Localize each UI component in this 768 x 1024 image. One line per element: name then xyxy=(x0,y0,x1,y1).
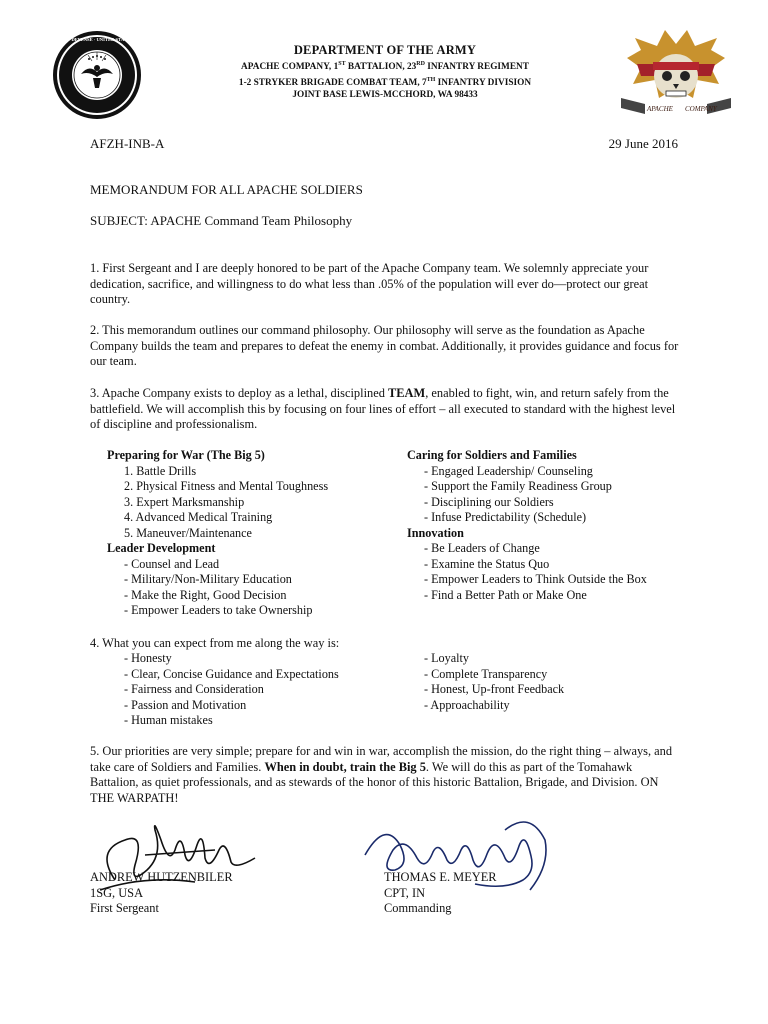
list-item: - Human mistakes xyxy=(124,713,213,727)
list-item: - Loyalty xyxy=(424,651,470,665)
paragraph-5: 5. Our priorities are very simple; prepare for and win in war, accomplish the mission, do the right thing – always, and take care of Soldiers and Families. When in doubt, train the Big 5. We will do this as part of the Tomahawk Battalion, as quiet professionals, and as stewards of the honor of this historic Battalion, Brigade, and Division. ON THE WARPATH! xyxy=(90,744,673,805)
logo-text-apache: APACHE xyxy=(647,105,673,113)
list-item: - Empower Leaders to take Ownership xyxy=(124,603,313,617)
list-item: - Approachability xyxy=(424,697,510,712)
paragraph-4: 4. What you can expect from me along the way is: xyxy=(90,636,340,650)
commander-signature-block xyxy=(384,870,497,917)
memo-date: 29 June 2016 xyxy=(608,136,678,151)
letterhead-brigade-line: 1-2 STRYKER BRIGADE COMBAT TEAM, 7TH INFANTRY DIVISION xyxy=(238,76,532,88)
logo-text-company: COMPANY xyxy=(685,105,717,113)
list-item: - Be Leaders of Change xyxy=(424,541,540,555)
letterhead-title: DEPARTMENT OF THE ARMY xyxy=(293,43,477,57)
signer-title: Commanding xyxy=(384,901,452,916)
list-item: - Examine the Status Quo xyxy=(424,556,550,571)
letterhead xyxy=(190,43,580,102)
list-item: - Support the Family Readiness Group xyxy=(424,479,612,493)
list-item: 4. Advanced Medical Training xyxy=(124,510,273,524)
list-item: - Passion and Motivation xyxy=(124,697,247,712)
list-item: 5. Maneuver/Maintenance xyxy=(124,525,252,540)
lines-of-effort-right-column xyxy=(407,448,647,603)
list-item: - Find a Better Path or Make One xyxy=(424,587,587,602)
subject-line: SUBJECT: APACHE Command Team Philosophy xyxy=(90,213,353,228)
signer-title: First Sergeant xyxy=(90,901,159,916)
list-item: - Clear, Concise Guidance and Expectations xyxy=(124,666,339,681)
memo-for-line: MEMORANDUM FOR ALL APACHE SOLDIERS xyxy=(90,182,363,197)
list-item: - Disciplining our Soldiers xyxy=(424,494,554,509)
innovation-heading: Innovation xyxy=(407,525,464,540)
list-item: 2. Physical Fitness and Mental Toughness xyxy=(124,479,329,493)
paragraph-1: 1. First Sergeant and I are deeply honored to be part of the Apache Company team. We solemnly appreciate your dedication, sacrifice, and willingness to do what less than .05% of the population will ever do—protect our great country. xyxy=(90,261,649,307)
leader-heading: Leader Development xyxy=(107,541,216,555)
lines-of-effort-left-column xyxy=(107,448,328,619)
signer-name: THOMAS E. MEYER xyxy=(384,870,497,884)
war-heading: Preparing for War (The Big 5) xyxy=(107,448,265,462)
apache-company-logo xyxy=(615,28,737,124)
first-sergeant-signature-block xyxy=(90,870,233,917)
expectations-right-column xyxy=(407,651,564,713)
list-item: - Complete Transparency xyxy=(424,666,548,681)
expectations-left-column xyxy=(107,651,339,729)
department-of-defense-seal xyxy=(30,30,164,120)
list-item: 3. Expert Marksmanship xyxy=(124,494,245,509)
letterhead-address-line: JOINT BASE LEWIS-MCCHORD, WA 98433 xyxy=(292,90,478,101)
list-item: - Infuse Predictability (Schedule) xyxy=(424,510,587,524)
list-item: - Honest, Up-front Feedback xyxy=(424,682,565,696)
paragraph-2: 2. This memorandum outlines our command philosophy. Our philosophy will serve as the foundation as Apache Company builds the team and prepares to defeat the enemy in combat. Additionally, it provides guidance and focus for our team. xyxy=(90,323,679,369)
list-item: - Make the Right, Good Decision xyxy=(124,587,287,602)
letterhead-unit-line: APACHE COMPANY, 1ST BATTALION, 23RD INFANTRY REGIMENT xyxy=(241,61,529,73)
list-item: - Honesty xyxy=(124,651,172,665)
list-item: - Empower Leaders to Think Outside the Box xyxy=(424,572,647,586)
signer-rank: 1SG, USA xyxy=(90,885,144,900)
office-symbol: AFZH-INB-A xyxy=(90,136,165,151)
paragraph-3: 3. Apache Company exists to deploy as a lethal, disciplined TEAM, enabled to fight, win, and return safely from the battlefield. We will accomplish this by focusing on four lines of effort – all executed to standard with the highest level of discipline and professionalism. xyxy=(90,386,676,432)
signer-name: ANDREW HUTZENBILER xyxy=(90,870,233,884)
signer-rank: CPT, IN xyxy=(384,885,426,900)
caring-heading: Caring for Soldiers and Families xyxy=(407,448,577,462)
list-item: - Fairness and Consideration xyxy=(124,682,264,696)
seal-left-text: DEPARTMENT OF DEFENSE · UNITED STATES OF AMERICA xyxy=(30,37,164,42)
list-item: - Engaged Leadership/ Counseling xyxy=(424,463,593,478)
list-item: 1. Battle Drills xyxy=(124,463,197,478)
list-item: - Military/Non-Military Education xyxy=(124,572,292,586)
list-item: - Counsel and Lead xyxy=(124,556,220,571)
